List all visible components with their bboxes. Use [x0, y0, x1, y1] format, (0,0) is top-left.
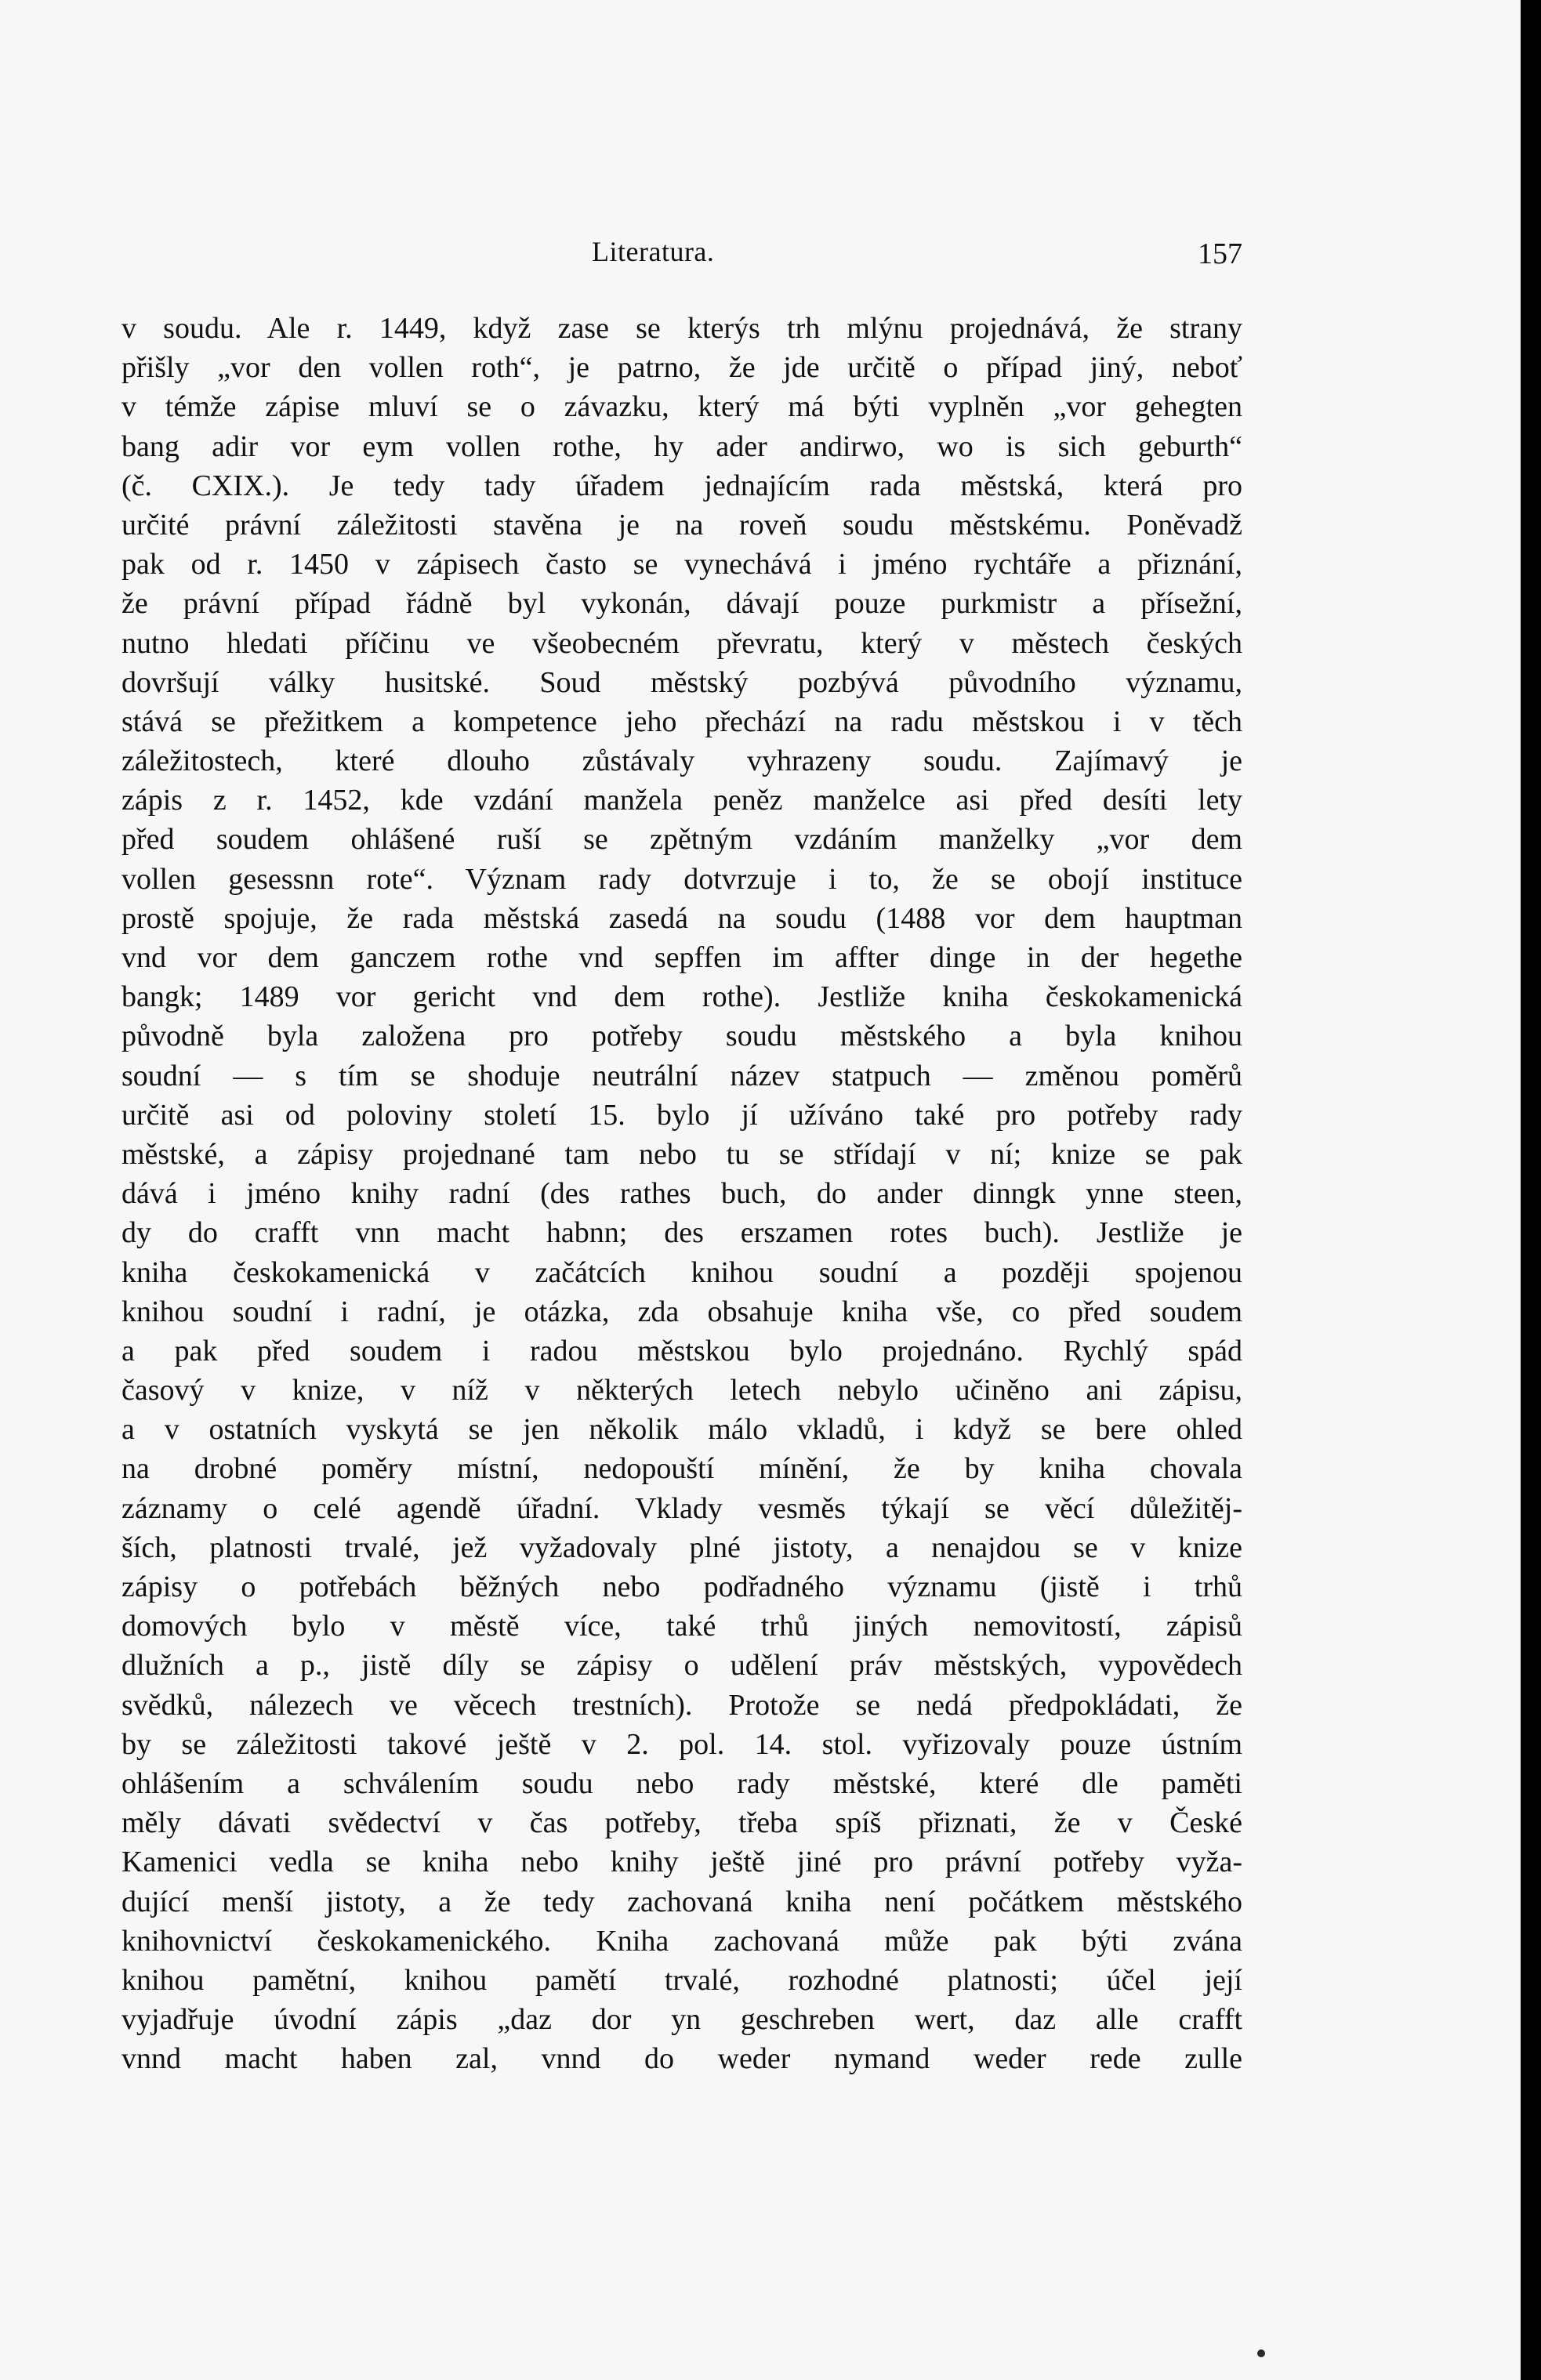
text-line: by se záležitosti takové ještě v 2. pol. 14. stol. vyřizovaly pouze ústním — [121, 1727, 1242, 1761]
text-line: vnd vor dem ganczem rothe vnd sepffen im affter dinge in der hegethe — [121, 941, 1242, 974]
text-line: a v ostatních vyskytá se jen několik málo vkladů, i když se bere ohled — [121, 1413, 1242, 1447]
text-line: určité právní záležitosti stavěna je na roveň soudu městskému. Poněvadž — [121, 508, 1242, 542]
page-number: 157 — [1198, 237, 1242, 270]
text-line: soudní — s tím se shoduje neutrální název statpuch — změnou poměrů — [121, 1059, 1242, 1092]
text-line: kniha českokamenická v začátcích knihou soudní a později spojenou — [121, 1255, 1242, 1289]
text-line: vollen gesessnn rote“. Význam rady dotvrzuje i to, že se obojí instituce — [121, 862, 1242, 896]
text-line: ších, platnosti trvalé, jež vyžadovaly plné jistoty, a nenajdou se v knize — [121, 1531, 1242, 1564]
text-line: měly dávati svědectví v čas potřeby, třeba spíš přiznati, že v České — [121, 1806, 1242, 1840]
text-line: dlužních a p., jistě díly se zápisy o udělení práv městských, vypovědech — [121, 1649, 1242, 1683]
text-line: knihou pamětní, knihou pamětí trvalé, rozhodné platnosti; účel její — [121, 1963, 1242, 1997]
text-line: v soudu. Ale r. 1449, když zase se kterýs trh mlýnu projednává, že strany — [121, 312, 1242, 345]
text-line: bang adir vor eym vollen rothe, hy ader andirwo, wo is sich geburth“ — [121, 429, 1242, 463]
text-line: dy do crafft vnn macht habnn; des erszamen rotes buch). Jestliže je — [121, 1216, 1242, 1250]
text-line: prostě spojuje, že rada městská zasedá na soudu (1488 vor dem hauptman — [121, 901, 1242, 935]
text-line: svědků, nálezech ve věcech trestních). Protože se nedá předpokládati, že — [121, 1688, 1242, 1722]
text-line: zápisy o potřebách běžných nebo podřadného významu (jistě i trhů — [121, 1570, 1242, 1603]
running-title: Literatura. — [592, 236, 715, 267]
text-line: přišly „vor den vollen roth“, je patrno, že jde určitě o případ jiný, neboť — [121, 351, 1242, 385]
text-line: časový v knize, v níž v některých letech nebylo učiněno ani zápisu, — [121, 1374, 1242, 1407]
text-line: pak od r. 1450 v zápisech často se vynechává i jméno rychtáře a přiznání, — [121, 548, 1242, 581]
text-line: že právní případ řádně byl vykonán, dávají pouze purkmistr a přísežní, — [121, 587, 1242, 621]
body-text — [121, 309, 1242, 2078]
text-line: Kamenici vedla se kniha nebo knihy ještě jiné pro právní potřeby vyža- — [121, 1846, 1242, 1879]
text-line: záležitostech, které dlouho zůstávaly vyhrazeny soudu. Zajímavý je — [121, 744, 1242, 778]
text-line: původně byla založena pro potřeby soudu městského a byla knihou — [121, 1020, 1242, 1053]
text-line: na drobné poměry místní, nedopouští mínění, že by kniha chovala — [121, 1452, 1242, 1486]
text-line: dující menší jistoty, a že tedy zachovaná kniha není počátkem městského — [121, 1885, 1242, 1918]
text-line: v témže zápise mluví se o závazku, který má býti vyplněn „vor gehegten — [121, 390, 1242, 424]
text-line: knihou soudní i radní, je otázka, zda obsahuje kniha vše, co před soudem — [121, 1295, 1242, 1328]
text-line: městské, a zápisy projednané tam nebo tu se střídají v ní; knize se pak — [121, 1137, 1242, 1171]
text-line: dovršují války husitské. Soud městský pozbývá původního významu, — [121, 665, 1242, 699]
text-line: zápis z r. 1452, kde vzdání manžela peněz manželce asi před desíti lety — [121, 784, 1242, 817]
page-header — [121, 235, 1242, 274]
text-line: stává se přežitkem a kompetence jeho přechází na radu městskou i v těch — [121, 705, 1242, 738]
text-line: ohlášením a schválením soudu nebo rady městské, které dle paměti — [121, 1766, 1242, 1800]
text-line: (č. CXIX.). Je tedy tady úřadem jednajícím rada městská, která pro — [121, 469, 1242, 502]
text-line: nutno hledati příčinu ve všeobecném převratu, který v městech českých — [121, 626, 1242, 660]
text-line: a pak před soudem i radou městskou bylo projednáno. Rychlý spád — [121, 1334, 1242, 1368]
text-line: domových bylo v městě více, také trhů jiných nemovitostí, zápisů — [121, 1610, 1242, 1643]
text-line: záznamy o celé agendě úřadní. Vklady vesměs týkají se věcí důležitěj- — [121, 1491, 1242, 1525]
text-line: před soudem ohlášené ruší se zpětným vzdáním manželky „vor dem — [121, 823, 1242, 857]
scan-border — [1521, 0, 1541, 2380]
text-line: vyjadřuje úvodní zápis „daz dor yn geschreben wert, daz alle crafft — [121, 2003, 1242, 2037]
scan-speck — [1257, 2349, 1265, 2357]
text-line: určitě asi od poloviny století 15. bylo jí užíváno také pro potřeby rady — [121, 1098, 1242, 1132]
text-line: knihovnictví českokamenického. Kniha zachovaná může pak býti zvána — [121, 1924, 1242, 1958]
text-line: vnnd macht haben zal, vnnd do weder nymand weder rede zulle — [121, 2042, 1242, 2076]
text-line: bangk; 1489 vor gericht vnd dem rothe). Jestliže kniha českokamenická — [121, 980, 1242, 1014]
text-line: dává i jméno knihy radní (des rathes buch, do ander dinngk ynne steen, — [121, 1177, 1242, 1211]
